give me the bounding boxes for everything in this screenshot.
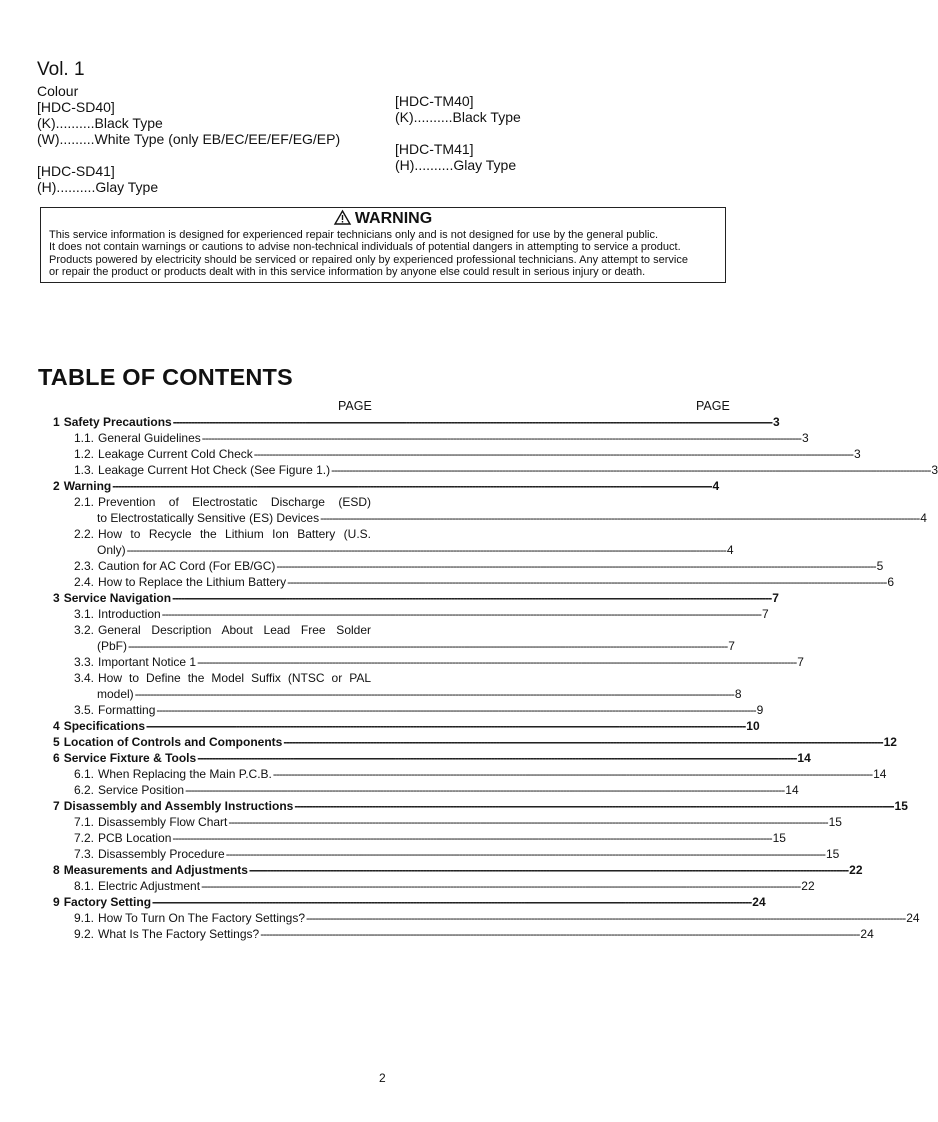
- toc-leader-dots: --------------------------------------------------------------------------------------------------------------------------------------------------------------------------------------------------------: [260, 927, 860, 941]
- toc-entry[interactable]: [53, 606, 769, 622]
- toc-leader-dots: --------------------------------------------------------------------------------------------------------------------------------------------------------------------------------------------------------: [156, 703, 756, 717]
- toc-leader-dots: --------------------------------------------------------------------------------------------------------------------------------------------------------------------------------------------------------: [320, 511, 920, 525]
- table-of-contents: [53, 414, 938, 942]
- toc-entry-page: 7: [728, 639, 735, 653]
- toc-entry-number: 9.1.: [74, 911, 95, 925]
- toc-leader-dots: --------------------------------------------------------------------------------------------------------------------------------------------------------------------------------------------------------: [126, 543, 726, 557]
- toc-leader-dots: --------------------------------------------------------------------------------------------------------------------------------------------------------------------------------------------------------: [197, 655, 797, 669]
- toc-entry[interactable]: [53, 526, 371, 542]
- toc-entry-page: 22: [849, 863, 863, 877]
- toc-entry-number: 4: [53, 719, 60, 733]
- toc-section[interactable]: [53, 862, 863, 878]
- toc-section[interactable]: [53, 478, 720, 494]
- toc-entry-page: 5: [876, 559, 884, 573]
- toc-leader-dots: --------------------------------------------------------------------------------------------------------------------------------------------------------------------------------------------------------: [146, 719, 746, 733]
- toc-entry-page: 24: [860, 927, 874, 941]
- spacer: [37, 147, 340, 163]
- toc-entry-title: Formatting: [98, 703, 156, 717]
- toc-entry-page: 3: [772, 415, 780, 429]
- toc-leader-dots: --------------------------------------------------------------------------------------------------------------------------------------------------------------------------------------------------------: [283, 735, 883, 749]
- toc-entry-number: 2.3.: [74, 559, 95, 573]
- model-line: (K)..........Black Type: [37, 115, 163, 131]
- toc-entry-title: Safety Precautions: [63, 415, 172, 429]
- toc-leader-dots: --------------------------------------------------------------------------------------------------------------------------------------------------------------------------------------------------------: [185, 783, 785, 797]
- model-line: [HDC-TM41]: [395, 141, 474, 157]
- warning-text-line: Products powered by electricity should be serviced or repaired only by experienced professional technicians. Any attempt to service: [49, 253, 688, 266]
- toc-entry[interactable]: [53, 926, 874, 942]
- toc-entry-page: 22: [801, 879, 815, 893]
- toc-entry-title: How to Recycle the Lithium Ion Battery (U.S.: [98, 527, 371, 541]
- toc-entry-page: 3: [854, 447, 861, 461]
- toc-leader-dots: --------------------------------------------------------------------------------------------------------------------------------------------------------------------------------------------------------: [128, 639, 728, 653]
- toc-entry-title: Introduction: [98, 607, 161, 621]
- toc-entry[interactable]: [53, 814, 842, 830]
- toc-leader-dots: --------------------------------------------------------------------------------------------------------------------------------------------------------------------------------------------------------: [201, 431, 801, 445]
- toc-entry-title: Measurements and Adjustments: [63, 863, 248, 877]
- toc-entry[interactable]: [53, 446, 861, 462]
- toc-entry-title: When Replacing the Main P.C.B.: [98, 767, 272, 781]
- toc-entry-number: 7.2.: [74, 831, 95, 845]
- warning-text-line: or repair the product or products dealt with in this service information by anyone else could result in serious injury or death.: [49, 265, 646, 278]
- warning-box: [40, 207, 726, 283]
- toc-leader-dots: --------------------------------------------------------------------------------------------------------------------------------------------------------------------------------------------------------: [112, 479, 712, 493]
- toc-entry-number: 2.4.: [74, 575, 95, 589]
- toc-entry-title-continued: to Electrostatically Sensitive (ES) Devices: [97, 511, 320, 525]
- page-number: 2: [379, 1071, 386, 1085]
- toc-entry-title: Prevention of Electrostatic Discharge (ESD): [98, 495, 371, 509]
- toc-entry-number: 1.3.: [74, 463, 95, 477]
- toc-entry-number: 2.2.: [74, 527, 95, 541]
- toc-entry-number: 1.2.: [74, 447, 95, 461]
- toc-entry[interactable]: [53, 622, 371, 638]
- toc-entry[interactable]: [53, 494, 371, 510]
- toc-entry-title: Warning: [63, 479, 112, 493]
- toc-leader-dots: --------------------------------------------------------------------------------------------------------------------------------------------------------------------------------------------------------: [331, 463, 931, 477]
- toc-leader-dots: --------------------------------------------------------------------------------------------------------------------------------------------------------------------------------------------------------: [197, 751, 797, 765]
- toc-section[interactable]: [53, 798, 908, 814]
- toc-leader-dots: --------------------------------------------------------------------------------------------------------------------------------------------------------------------------------------------------------: [248, 863, 849, 877]
- toc-entry-page: 14: [797, 751, 811, 765]
- warning-text-line: This service information is designed for experienced repair technicians only and is not designed for use by the general public.: [49, 229, 659, 241]
- toc-entry-continuation[interactable]: [53, 686, 742, 702]
- toc-entry-title: Caution for AC Cord (For EB/GC): [98, 559, 276, 573]
- toc-entry-title: Leakage Current Cold Check: [98, 447, 253, 461]
- toc-entry-title: Factory Setting: [63, 895, 152, 909]
- toc-entry[interactable]: [53, 558, 884, 574]
- toc-leader-dots: --------------------------------------------------------------------------------------------------------------------------------------------------------------------------------------------------------: [172, 831, 772, 845]
- model-line: (W).........White Type (only EB/EC/EE/EF/EG/EP): [37, 131, 341, 147]
- toc-entry-continuation[interactable]: [53, 510, 927, 526]
- toc-entry-title: How to Define the Model Suffix (NTSC or PAL: [98, 671, 371, 685]
- toc-section[interactable]: [53, 718, 760, 734]
- toc-entry-title: Service Navigation: [63, 591, 172, 605]
- toc-entry-page: 7: [797, 655, 804, 669]
- toc-entry-number: 7.3.: [74, 847, 95, 861]
- toc-entry-number: 7.1.: [74, 815, 95, 829]
- toc-entry[interactable]: [53, 830, 786, 846]
- toc-entry-page: 15: [825, 847, 840, 861]
- toc-entry-page: 15: [772, 831, 786, 845]
- toc-entry-title-continued: model): [97, 687, 134, 701]
- model-line: [HDC-SD40]: [37, 99, 115, 115]
- toc-entry-number: 3.5.: [74, 703, 95, 717]
- toc-entry-title: How to Replace the Lithium Battery: [98, 575, 287, 589]
- toc-entry-number: 5: [53, 735, 60, 749]
- toc-entry-title: What Is The Factory Settings?: [98, 927, 260, 941]
- toc-entry[interactable]: [53, 782, 799, 798]
- toc-entry-title: Disassembly Flow Chart: [98, 815, 228, 829]
- toc-entry-number: 6.1.: [74, 767, 95, 781]
- toc-entry-page: 14: [873, 767, 887, 781]
- toc-page-header-left: PAGE: [338, 399, 372, 413]
- toc-entry-title-continued: Only): [97, 543, 126, 557]
- toc-entry[interactable]: [53, 702, 764, 718]
- toc-title: TABLE OF CONTENTS: [38, 364, 293, 390]
- toc-entry-title: Important Notice 1: [98, 655, 197, 669]
- toc-entry-number: 6: [53, 751, 60, 765]
- model-line: (H)..........Glay Type: [395, 157, 517, 173]
- toc-entry-title: Disassembly Procedure: [98, 847, 225, 861]
- toc-entry[interactable]: [53, 430, 809, 446]
- toc-entry-continuation[interactable]: [53, 542, 734, 558]
- model-colour-list-right: [395, 93, 521, 173]
- toc-leader-dots: --------------------------------------------------------------------------------------------------------------------------------------------------------------------------------------------------------: [152, 895, 752, 909]
- warning-title: WARNING: [354, 210, 433, 227]
- toc-entry[interactable]: [53, 670, 371, 686]
- toc-leader-dots: --------------------------------------------------------------------------------------------------------------------------------------------------------------------------------------------------------: [276, 559, 876, 573]
- spacer: [395, 125, 521, 141]
- toc-section[interactable]: [53, 894, 766, 910]
- toc-entry[interactable]: [53, 878, 815, 894]
- toc-entry-title: How To Turn On The Factory Settings?: [98, 911, 306, 925]
- toc-entry-continuation[interactable]: [53, 638, 735, 654]
- model-line: (K)..........Black Type: [395, 109, 521, 125]
- toc-entry-number: 8.1.: [74, 879, 95, 893]
- toc-entry-title: General Description About Lead Free Solder: [98, 623, 371, 637]
- toc-entry-page: 14: [785, 783, 799, 797]
- toc-entry-title: Service Fixture & Tools: [63, 751, 197, 765]
- toc-entry-page: 4: [920, 511, 927, 525]
- toc-section[interactable]: [53, 734, 897, 750]
- toc-page-header-right: PAGE: [696, 399, 730, 413]
- toc-leader-dots: --------------------------------------------------------------------------------------------------------------------------------------------------------------------------------------------------------: [225, 847, 825, 861]
- toc-entry-page: 15: [828, 815, 842, 829]
- toc-entry-number: 3: [53, 591, 60, 605]
- toc-entry-number: 9.2.: [74, 927, 95, 941]
- toc-entry-number: 1.1.: [74, 431, 95, 445]
- toc-entry-title: PCB Location: [98, 831, 172, 845]
- toc-leader-dots: --------------------------------------------------------------------------------------------------------------------------------------------------------------------------------------------------------: [306, 911, 906, 925]
- toc-leader-dots: --------------------------------------------------------------------------------------------------------------------------------------------------------------------------------------------------------: [172, 415, 772, 429]
- toc-entry-page: 7: [772, 591, 779, 605]
- toc-entry-number: 1: [53, 415, 60, 429]
- toc-entry-number: 6.2.: [74, 783, 95, 797]
- toc-entry-title: Specifications: [63, 719, 146, 733]
- toc-entry-page: 4: [712, 479, 720, 493]
- toc-entry-page: 3: [931, 463, 938, 477]
- toc-entry-page: 24: [752, 895, 766, 909]
- toc-leader-dots: --------------------------------------------------------------------------------------------------------------------------------------------------------------------------------------------------------: [201, 879, 801, 893]
- warning-heading: [49, 209, 717, 229]
- model-line: [HDC-TM40]: [395, 93, 474, 109]
- toc-entry-page: 9: [756, 703, 764, 717]
- toc-entry-page: 10: [746, 719, 760, 733]
- toc-entry-title: Service Position: [98, 783, 185, 797]
- toc-entry-page: 12: [883, 735, 897, 749]
- toc-leader-dots: --------------------------------------------------------------------------------------------------------------------------------------------------------------------------------------------------------: [172, 591, 772, 605]
- toc-entry-number: 3.4.: [74, 671, 95, 685]
- toc-entry-page: 6: [887, 575, 895, 589]
- toc-entry-page: 15: [894, 799, 908, 813]
- toc-entry[interactable]: [53, 462, 938, 478]
- toc-entry-number: 7: [53, 799, 60, 813]
- colour-label: Colour: [37, 83, 79, 99]
- toc-section[interactable]: [53, 750, 811, 766]
- toc-entry-title: Electric Adjustment: [98, 879, 201, 893]
- toc-entry-page: 24: [906, 911, 920, 925]
- toc-leader-dots: --------------------------------------------------------------------------------------------------------------------------------------------------------------------------------------------------------: [294, 799, 894, 813]
- toc-entry-number: 3.3.: [74, 655, 95, 669]
- warning-text-line: It does not contain warnings or cautions to advise non-technical individuals of potential dangers in attempting to service a product.: [49, 241, 681, 254]
- toc-leader-dots: --------------------------------------------------------------------------------------------------------------------------------------------------------------------------------------------------------: [161, 607, 761, 621]
- model-line: [HDC-SD41]: [37, 163, 115, 179]
- toc-entry-title-continued: (PbF): [97, 639, 127, 653]
- toc-leader-dots: --------------------------------------------------------------------------------------------------------------------------------------------------------------------------------------------------------: [253, 447, 853, 461]
- toc-entry-page: 8: [734, 687, 742, 701]
- toc-entry-number: 8: [53, 863, 60, 877]
- toc-entry[interactable]: [53, 910, 920, 926]
- toc-leader-dots: --------------------------------------------------------------------------------------------------------------------------------------------------------------------------------------------------------: [228, 815, 828, 829]
- toc-entry[interactable]: [53, 846, 840, 862]
- volume-label: Vol. 1: [37, 59, 85, 80]
- toc-entry-number: 9: [53, 895, 60, 909]
- toc-entry-page: 3: [801, 431, 809, 445]
- toc-leader-dots: --------------------------------------------------------------------------------------------------------------------------------------------------------------------------------------------------------: [134, 687, 734, 701]
- toc-entry-number: 3.1.: [74, 607, 95, 621]
- toc-entry-number: 2.1.: [74, 495, 95, 509]
- toc-leader-dots: --------------------------------------------------------------------------------------------------------------------------------------------------------------------------------------------------------: [287, 575, 887, 589]
- toc-entry-page: 4: [726, 543, 734, 557]
- toc-entry-number: 3.2.: [74, 623, 95, 637]
- toc-entry[interactable]: [53, 574, 895, 590]
- toc-leader-dots: --------------------------------------------------------------------------------------------------------------------------------------------------------------------------------------------------------: [272, 767, 873, 781]
- toc-section[interactable]: [53, 414, 780, 430]
- toc-section[interactable]: [53, 590, 779, 606]
- toc-entry[interactable]: [53, 654, 804, 670]
- toc-entry[interactable]: [53, 766, 887, 782]
- toc-entry-title: Location of Controls and Components: [63, 735, 283, 749]
- warning-triangle-icon: [334, 210, 351, 225]
- toc-entry-title: Disassembly and Assembly Instructions: [63, 799, 294, 813]
- toc-entry-title: Leakage Current Hot Check (See Figure 1.): [98, 463, 331, 477]
- model-colour-list-left: [37, 83, 340, 195]
- toc-entry-number: 2: [53, 479, 60, 493]
- toc-entry-title: General Guidelines: [98, 431, 201, 445]
- model-line: (H)..........Glay Type: [37, 179, 159, 195]
- toc-entry-page: 7: [761, 607, 769, 621]
